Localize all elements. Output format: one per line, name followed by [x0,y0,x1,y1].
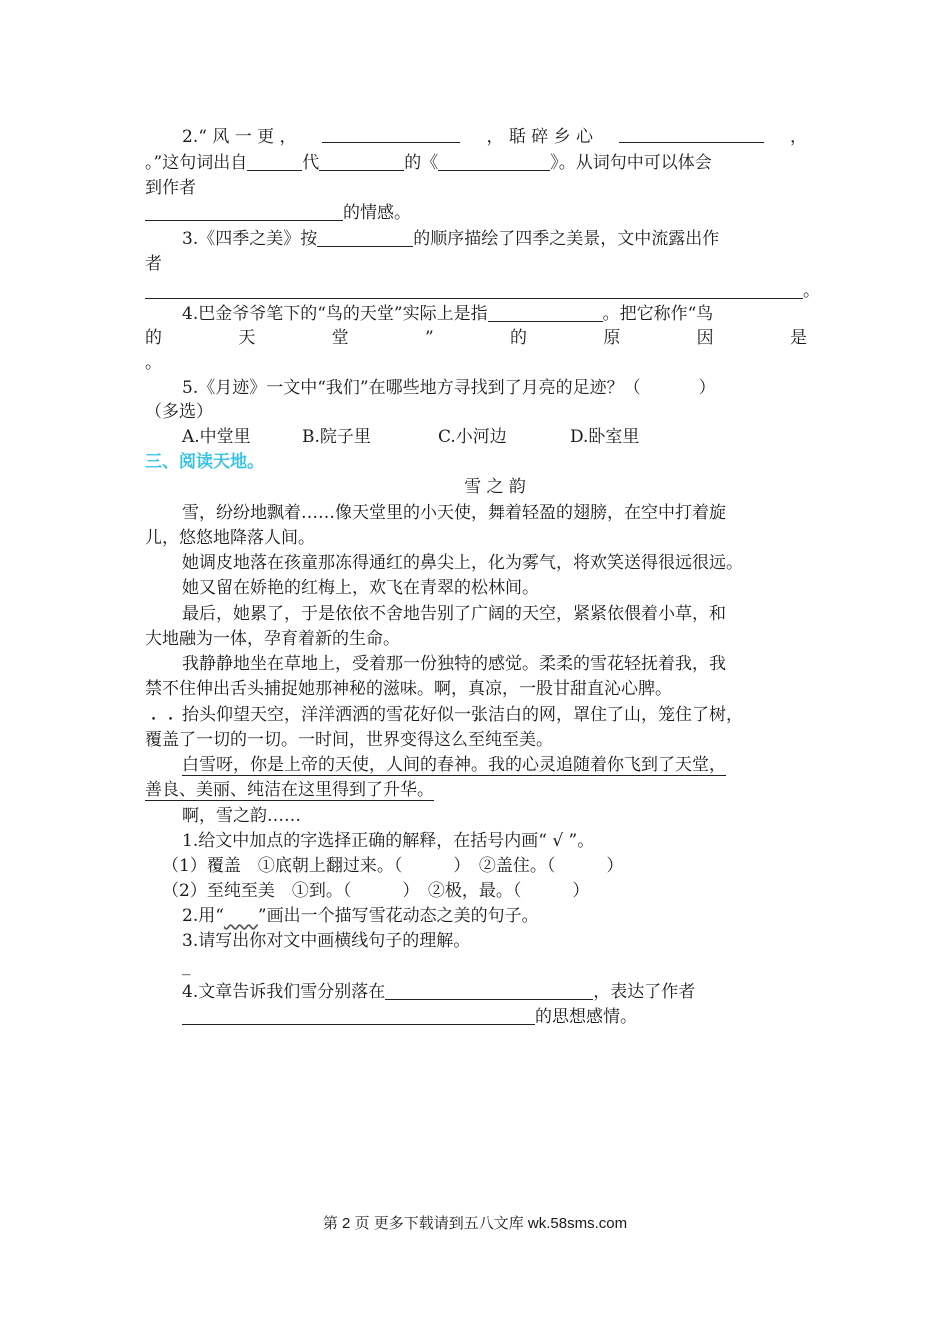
article-p7a [182,752,807,778]
q2-line1 [182,124,807,150]
q4-char: 原 [603,328,621,348]
article-p6b-mid: 了一切的一切。一时间，世界变得这么 [179,730,468,750]
article-p2: 她调皮地落在孩童那冻得通红的鼻尖上，化为雾气，将欢笑送得很远很远。 [182,553,743,573]
q2-blank-author[interactable] [319,152,404,171]
q4-char: 因 [696,328,714,348]
rq2 [182,903,807,929]
q4-line2 [145,325,807,351]
rq4-text-a: 4.文章告诉我们雪分别落在 [182,982,386,1002]
q4-blank-place[interactable] [488,303,603,322]
rq4-line1 [182,979,807,1005]
article-p1b: 儿，悠悠地降落人间。 [145,528,315,548]
q2-blank-2[interactable] [619,124,764,143]
article-p7b [145,777,807,803]
rq4-line2 [182,1004,807,1030]
q2-text-a: 2.“ 风 一 更 ， [182,127,297,147]
q5-note: （多选） [145,402,213,422]
page-footer: 第 2 页 更多下载请到五八文库 wk.58sms.com [322,1215,628,1232]
dotted-char-fu: 覆 [145,730,162,750]
article-p6b-end: 纯至美。 [485,730,553,750]
rq2-text-a: 2.用“ [182,906,224,926]
rq1: 1.给文中加点的字选择正确的解释，在括号内画“ √ ”。 [182,831,595,851]
q5-text: 5.《月迹》一文中“我们”在哪些地方寻找到了月亮的足迹？（ [182,378,641,398]
dotted-char-zhi: 至 [468,730,485,750]
q4-text-b: 。把它称作“鸟 [602,304,714,324]
q3-blank-answer[interactable] [145,280,803,299]
q5-line1 [182,375,807,401]
article-p5a: 我静静地坐在草地上，受着那一份独特的感觉。柔柔的雪花轻抚着我，我 [182,654,726,674]
q3-text-a: 3.《四季之美》按 [182,229,318,249]
q3-line1 [182,226,807,252]
article-p1a: 雪，纷纷地飘着……像天堂里的小天使，舞着轻盈的翅膀，在空中打着旋 [182,503,726,523]
q2-blank-feeling[interactable] [145,202,343,221]
q2-text-e: 代 [302,153,320,173]
dotted-char-gai: 盖 [162,730,179,750]
q2-text-i: 的情感。 [343,203,411,223]
q2-text-b: ， 聒 碎 乡 心 [486,127,594,147]
rq4-text-c: 的思想感情。 [535,1007,637,1027]
q2-line2 [145,150,807,176]
q4-line1 [182,301,807,327]
q5-close: ） [698,378,716,398]
q5-option-a[interactable]: A.中堂里 [182,427,251,447]
article-p8: 啊，雪之韵…… [182,806,301,826]
article-p3: 她又留在娇艳的红梅上，欢飞在青翠的松林间。 [182,578,539,598]
section-heading: 三、阅读天地。 [145,452,264,472]
wavy-line-sample [224,906,258,926]
q2-text-c: ， [789,127,807,147]
q4-char: 天 [238,328,256,348]
rq2-text-b: ”画出一个描写雪花动态之美的句子。 [257,906,539,926]
q4-line3: 。 [145,353,162,373]
rq4-text-b: ，表达了作者 [593,982,696,1002]
rq1-item2: （2）至纯至美 ①到。（ ） ②极，最。（ ） [162,881,590,901]
article-title: 雪 之 韵 [464,477,526,497]
q5-option-b[interactable]: B.院子里 [302,427,371,447]
q5-option-d[interactable]: D.卧室里 [570,427,640,447]
article-p6b [145,727,807,753]
q3-line2: 者 [145,254,162,274]
q2-blank-title[interactable] [438,152,550,171]
q5-option-c[interactable]: C.小河边 [438,427,507,447]
q4-char: 的 [510,328,528,348]
q2-blank-1[interactable] [322,124,460,143]
rq4-blank-feeling[interactable] [182,1006,535,1025]
q4-text-a: 4.巴金爷爷笔下的“鸟的天堂”实际上是指 [182,304,488,324]
q2-line3: 到作者 [145,178,196,198]
article-p5b: 禁不住伸出舌头捕捉她那神秘的滋味。啊，真凉，一股甘甜直沁心脾。 [145,679,672,699]
q3-text-b: 的顺序描绘了四季之美景，文中流露出作 [413,229,720,249]
q4-char: 的 [145,328,162,348]
rq1-item1: （1）覆盖 ①底朝上翻过来。（ ） ②盖住。（ ） [162,856,624,876]
rq3-answer[interactable]: _ [182,956,191,976]
q2-text-f: 的《 [404,153,439,173]
article-p6a: 抬头仰望天空，洋洋洒洒的雪花好似一张洁白的网，罩住了山，笼住了树， [182,705,743,725]
rq4-blank-places[interactable] [385,981,593,1000]
rq3: 3.请写出你对文中画横线句子的理解。 [182,931,471,951]
q4-char: ” [424,328,434,348]
q5-options [182,424,807,450]
q2-blank-dynasty[interactable] [247,152,302,171]
underlined-sentence: 白雪呀，你是上帝的天使，人间的春神。我的心灵追随着你飞到了天堂， [182,755,726,775]
q2-text-d: 。”这句词出自 [145,153,248,173]
q4-char: 堂 [331,328,349,348]
underlined-sentence: 善良、美丽、纯洁在这里得到了升华。 [145,780,434,800]
q3-blank-order[interactable] [317,228,413,247]
q3-text-d: 。 [803,281,820,301]
q4-char: 是 [790,328,807,348]
q2-line4 [145,200,807,226]
article-p4b: 大地融为一体，孕育着新的生命。 [145,629,400,649]
article-p4a: 最后，她累了，于是依依不舍地告别了广阔的天空，紧紧依偎着小草，和 [182,604,726,624]
q2-text-g: 》。从词句中可以体会 [550,153,712,173]
